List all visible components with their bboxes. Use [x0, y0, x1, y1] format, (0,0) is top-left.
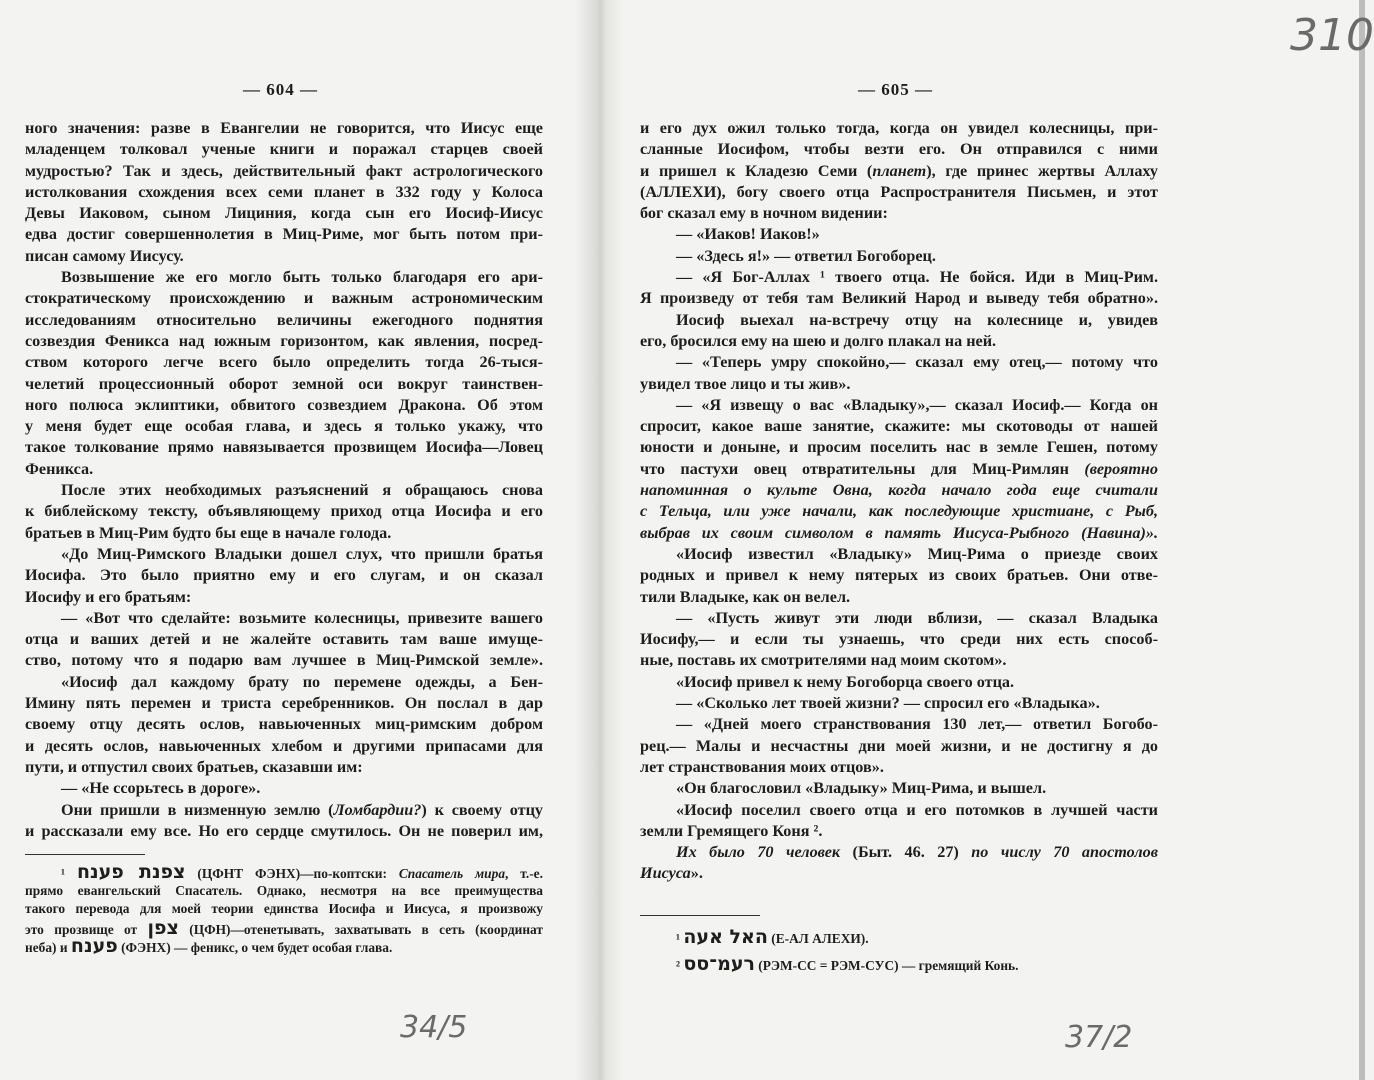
text-line: рец.— Малы и несчастны дни моей жизни, и не достигну я до — [640, 736, 1158, 755]
text-line — [640, 501, 1158, 522]
text-line: к библейскому тексту, объявляющему приход отца Иосифа и его — [25, 502, 543, 521]
text-line: — «Дней моего странствования 130 лет,— ответил Богобо- — [676, 715, 1158, 734]
page-fold-shadow — [575, 0, 625, 1080]
italic-text: Иисуса — [640, 864, 691, 883]
text-line: Их было 70 человек (Быт. 46. 27) по числу 70 апостолов — [676, 843, 1159, 862]
text-line: — «Я извещу о вас «Владыку»,— сказал Иосиф.— Когда он — [676, 395, 1158, 414]
text-line: «Иосиф известил «Владыку» Миц-Рима о приезде своих — [676, 544, 1158, 563]
text-line: — «Теперь умру спокойно,— сказал ему отец,— потому что — [676, 353, 1158, 372]
italic-text: выбрав их своим символом в память Иисуса-Рыбного (Навина)». — [640, 523, 1158, 542]
text-line: бог сказал ему в ночном видении: — [640, 204, 888, 223]
text-line: — «Пусть живут эти люди вблизи, — сказал Владыка — [676, 608, 1158, 627]
text-line: такое толкование прямо навязывается прозвищем Иосифа—Ловец — [25, 438, 543, 457]
text-line: ные, поставь их смотрителями над моим скотом». — [640, 651, 1007, 670]
text-line: Иосифа. Это было приятно ему и его слугам, и он сказал — [25, 566, 543, 585]
text-line: истолкования схождения всех семи планет в 332 году у Колоса — [25, 182, 543, 201]
text-line: и рассказали ему все. Но его сердце смутилось. Он не поверил им, — [25, 821, 543, 840]
text-line — [640, 523, 1158, 544]
text-line: (АЛЛЕХИ), богу своего отца Распространителя Письмен, и этот — [640, 182, 1158, 201]
text-line: — «Сколько лет твоей жизни? — спросил его «Владыка». — [676, 694, 1100, 713]
text-line: его, бросился ему на шею и долго плакал на ней. — [640, 331, 997, 350]
text-line: «До Миц-Римского Владыки дошел слух, что пришли братья — [61, 544, 543, 563]
footnote-line: ² רעמ־סס (РЭМ-СС = РЭМ-СУС) — гремящий Конь. — [676, 952, 1019, 975]
text-line: Иисуса». — [640, 864, 703, 883]
text-line: созвездия Феникса над южным горизонтом, как явления, посред- — [25, 331, 543, 350]
text-line: едва достиг совершеннолетия в Миц-Риме, мог быть потом при- — [25, 225, 543, 244]
text-line: писан самому Иисусу. — [25, 246, 184, 265]
text-line: родных и привел к нему пятерых из своих братьев. Они отве- — [640, 566, 1158, 585]
text-line: увидел твое лицо и ты жив». — [640, 374, 851, 393]
text-line: лет странствования моих отцов». — [640, 757, 884, 776]
text-line: стократическому происхождению и важным астрономическим — [25, 289, 543, 308]
text-line: челетий процессионный оборот земной оси вокруг таинствен- — [25, 374, 543, 393]
text-line: спросит, какое ваше занятие, скажите: мы скотоводы от нашей — [640, 417, 1158, 436]
italic-text: Ломбардии? — [333, 800, 422, 819]
italic-text: Их было 70 человек — [676, 843, 841, 862]
text-line: и пришел к Кладезю Семи (планет), где принес жертвы Аллаху — [640, 161, 1158, 180]
text-line: Я произведу от тебя там Великий Народ и выведу тебя обратно». — [640, 289, 1158, 308]
left-page — [25, 118, 543, 956]
hebrew-text: האל אעה — [683, 925, 768, 948]
right-page — [640, 118, 1158, 978]
text-line: Иосиф выехал на-встречу отцу на колеснице и, увидев — [676, 310, 1158, 329]
hebrew-text: צפנת פענח — [76, 861, 186, 884]
page-edge — [1359, 0, 1365, 1080]
text-line: «Он благословил «Владыку» Миц-Рима, и вышел. — [676, 779, 1047, 798]
handwritten-mark-left: 34/5 — [400, 1010, 468, 1045]
text-line: ного значения: разве в Евангелии не говорится, что Иисус еще — [25, 119, 543, 137]
text-line: Иосифу и его братьям: — [25, 587, 192, 606]
hebrew-text: רעמ־סס — [683, 952, 755, 975]
footnote-line: неба) и פענח (ФЭНХ) — феникс, о чем будет особая глава. — [25, 935, 393, 958]
text-line: — «Я Бог-Аллах ¹ твоего отца. Не бойся. Иди в Миц-Рим. — [676, 268, 1158, 287]
page-number-left: — 604 — — [243, 80, 318, 99]
text-line: тили Владыке, как он велел. — [640, 587, 851, 606]
text-line: — «Вот что сделайте: возьмите колесницы, привезите вашего — [61, 608, 543, 627]
footnote-line: ¹ האל אעה (Е-АЛ АЛЕХИ). — [676, 925, 869, 948]
footnote-line: это прозвище от צפן (ЦФН)—отенетывать, захватывать в сеть (координат — [25, 916, 543, 939]
hebrew-text: פענח — [70, 935, 118, 958]
text-line: Возвышение же его могло быть только благодаря его ари- — [61, 268, 543, 287]
text-line: Имину пять перемен и триста серебренников. Он послал в дар — [25, 694, 543, 713]
page-number-right: — 605 — — [858, 80, 933, 99]
text-line: и его дух ожил только тогда, когда он увидел колесницы, при- — [640, 119, 1158, 137]
handwritten-archive-number: 310 — [1290, 10, 1374, 61]
text-line: мудростью? Так и здесь, действительный факт астрологического — [25, 161, 543, 180]
text-line: После этих необходимых разъяснений я обращаюсь снова — [61, 481, 543, 500]
text-line: ного полюса эклиптики, обвитого созвездием Дракона. Об этом — [25, 395, 543, 414]
text-line: — «Иаков! Иаков!» — [676, 225, 820, 244]
text-line: «Иосиф поселил своего отца и его потомков в лучшей части — [676, 800, 1158, 819]
text-line: сланные Иосифом, чтобы везти его. Он отправился с ними — [640, 140, 1158, 159]
footnote-line: такого перевода для моей теории единства Иосифа и Иисуса, я произвожу — [25, 901, 543, 917]
text-line: «Иосиф дал каждому брату по перемене одежды, а Бен- — [61, 672, 543, 691]
text-line: пути, и отпустил своих братьев, сказавши им: — [25, 757, 363, 776]
text-line: исследованиям относительно величины ежегодного поднятия — [25, 310, 543, 329]
text-line: что пастухи овец отвратительны для Миц-Римлян (вероятно — [640, 459, 1158, 478]
text-line: Девы Иаковом, сыном Лициния, когда сын его Иосиф-Иисус — [25, 204, 543, 223]
text-line: юности и доныне, и просим поселить нас в земле Гешен, потому — [640, 438, 1158, 457]
text-line: Феникса. — [25, 459, 94, 478]
text-line: своему отцу десять ослов, навьюченных миц-римским добром — [25, 715, 543, 734]
text-line: Иосифу,— и если ты узнаешь, что среди них есть способ- — [640, 630, 1158, 649]
text-line: ство, потому что я подарю вам лучшее в Миц-Римской земле». — [25, 651, 543, 670]
text-line: и десять ослов, навьюченных хлебом и другими припасами для — [25, 736, 543, 755]
text-line: у меня будет еще особая глава, и здесь я только укажу, что — [25, 417, 543, 436]
footnote-divider — [640, 915, 760, 916]
italic-text: по числу 70 апостолов — [971, 843, 1159, 862]
text-line: ством которого легче всего было определить тогда 26-тыся- — [25, 353, 543, 372]
text-line: отца и ваших детей и не жалейте оставить там ваше имуще- — [25, 630, 543, 649]
italic-text: (вероятно — [1084, 459, 1158, 478]
text-line — [640, 480, 1158, 501]
italic-text: напоминная о культе Овна, когда начало года еще считали — [640, 481, 1158, 500]
text-line: младенцем толковал ученые книги и поражал старцев своей — [25, 140, 543, 159]
text-line: братьев в Миц-Рим будто бы еще в начале голода. — [25, 523, 392, 542]
italic-text: Спасатель мира — [398, 866, 506, 882]
footnote-divider — [25, 854, 145, 855]
text-line: Они пришли в низменную землю (Ломбардии?) к своему отцу — [61, 800, 543, 819]
footnote-line: прямо евангельский Спасатель. Однако, несмотря на все преимущества — [25, 882, 543, 898]
text-line: — «Не ссорьтесь в дороге». — [61, 779, 261, 798]
footnote-line: ¹ צפנת פענח (ЦФНТ ФЭНХ)—по-коптски: Спасатель мира, т.-е. — [61, 861, 543, 884]
text-line: земли Гремящего Коня ². — [640, 821, 823, 840]
italic-text: с Тельца, или уже начали, как последующие христиане, с Рыб, — [640, 502, 1158, 521]
hebrew-text: צפן — [147, 916, 179, 939]
text-line: — «Здесь я!» — ответил Богоборец. — [676, 246, 936, 265]
text-line: «Иосиф привел к нему Богоборца своего отца. — [676, 672, 1015, 691]
italic-text: планет — [872, 161, 927, 180]
handwritten-mark-right: 37/2 — [1065, 1020, 1133, 1055]
